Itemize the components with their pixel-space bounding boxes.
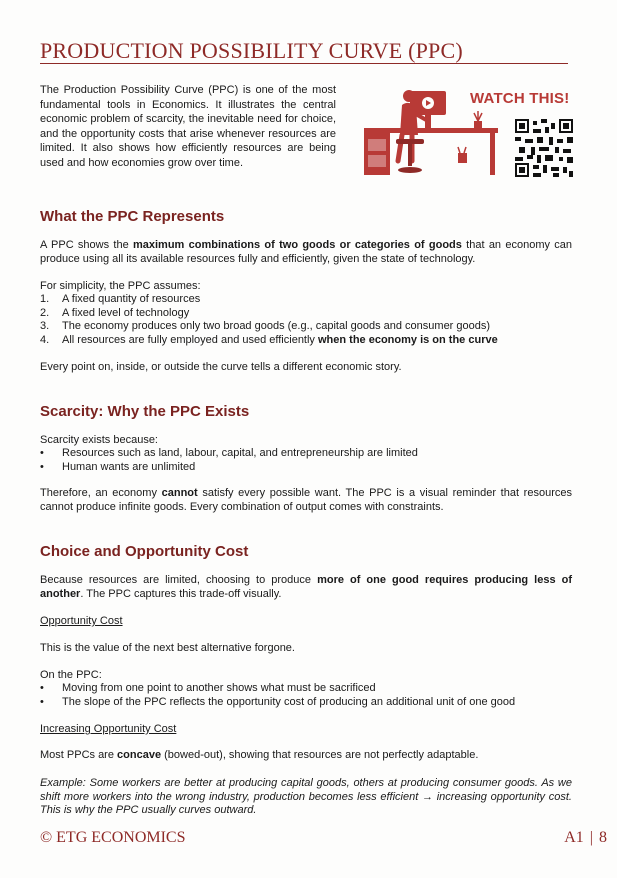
ppc-story-sentence: Every point on, inside, or outside the curve tells a different economic story. (40, 361, 402, 373)
tradeoff-paragraph: Because resources are limited, choosing to produce more of one good requires producing less of another. The PPC captures this trade-off visually. (40, 574, 572, 600)
list-item: • Moving from one point to another shows what must be sacrificed (40, 682, 376, 694)
list-item: 1. A fixed quantity of resources (40, 293, 201, 305)
section-heading-scarcity: Scarcity: Why the PPC Exists (40, 403, 250, 420)
qr-code-icon[interactable] (515, 119, 573, 177)
separator: | (589, 829, 593, 846)
footer-page-info (558, 829, 607, 847)
example-paragraph: Example: Some workers are better at producing capital goods, others at producing consumer goods. As we shift more workers into the wrong industry, production becomes less efficient → increasing opportunity cost. This is why the PPC usually curves outward. (40, 777, 572, 817)
list-item: 3. The economy produces only two broad goods (e.g., capital goods and consumer goods) (40, 320, 491, 333)
subheading-increasing-opportunity-cost: Increasing Opportunity Cost (40, 723, 177, 735)
opportunity-cost-definition: This is the value of the next best alternative forgone. (40, 642, 295, 654)
assumptions-list (40, 293, 580, 347)
subheading-opportunity-cost: Opportunity Cost (40, 615, 123, 627)
scarcity-paragraph: Therefore, an economy cannot satisfy every possible want. The PPC is a visual reminder that resources cannot produce infinite goods. Every combination of output comes with constraints. (40, 487, 572, 513)
list-item: 2. A fixed level of technology (40, 306, 190, 319)
section-heading-ppc-represents: What the PPC Represents (40, 208, 225, 225)
section-heading-choice-opportunity-cost: Choice and Opportunity Cost (40, 543, 249, 560)
list-item: • Resources such as land, labour, capital, and entrepreneurship are limited (40, 447, 418, 459)
page-title: PRODUCTION POSSIBILITY CURVE (PPC) (40, 38, 463, 63)
watch-this-label: WATCH THIS! (470, 90, 570, 107)
page-number: 8 (599, 829, 607, 846)
list-item: 4. All resources are fully employed and used efficiently when the economy is on the curve (40, 333, 498, 346)
on-ppc-lead: On the PPC: (40, 669, 102, 681)
list-item: • The slope of the PPC reflects the opportunity cost of producing an additional unit of one good (40, 695, 516, 708)
unit-label: A1 (564, 829, 584, 846)
title-divider (40, 63, 568, 64)
list-item: • Human wants are unlimited (40, 460, 196, 473)
footer-brand: © ETG ECONOMICS (40, 829, 186, 846)
assumptions-lead: For simplicity, the PPC assumes: (40, 280, 201, 292)
on-ppc-list (40, 682, 580, 709)
scarcity-list (40, 447, 580, 474)
intro-paragraph: The Production Possibility Curve (PPC) is one of the most fundamental tools in Economics. It illustrates the central economic problem of scarcity, the inevitable need for choice, and the opportunity costs that arise whenever resources are limited. It also shows how efficiently resources are being used and how economies grow over time. (40, 84, 336, 169)
ppc-definition-paragraph: A PPC shows the maximum combinations of two goods or categories of goods that an economy can produce using all its available resources fully and efficiently, given the state of technology. (40, 239, 573, 265)
scarcity-lead: Scarcity exists because: (40, 434, 158, 446)
concave-paragraph: Most PPCs are concave (bowed-out), showing that resources are not perfectly adaptable. (40, 749, 479, 761)
